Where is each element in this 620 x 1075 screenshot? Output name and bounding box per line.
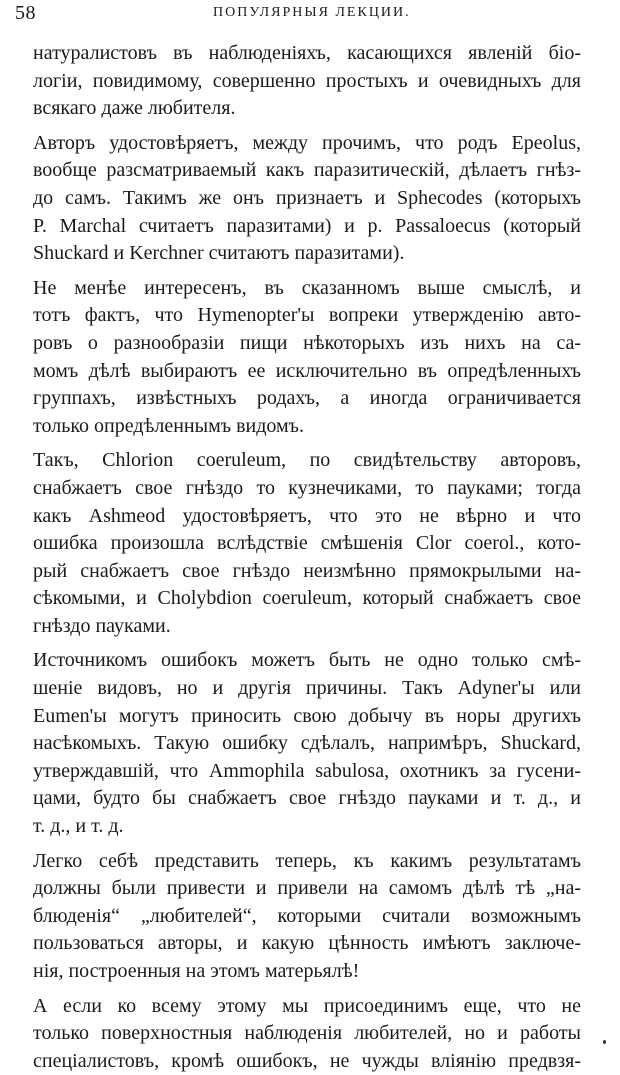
- text-line: вообще разсматриваемый какъ паразитическій, дѣлаетъ гнѣз-: [33, 159, 581, 182]
- text-line: должны были привести и привели на самомъ дѣлѣ тѣ „на-: [33, 877, 581, 900]
- text-line: снабжаетъ свое гнѣздо то кузнечиками, то пауками; тогда: [33, 476, 581, 499]
- text-line: Авторъ удостовѣряетъ, между прочимъ, что родъ Epeolus,: [33, 131, 581, 154]
- page-number: 58: [15, 2, 36, 24]
- text-line: рый снабжаетъ свое гнѣздо неизмѣнно прямокрылыми на-: [33, 559, 581, 582]
- text-line: А если ко всему этому мы присоединимъ еще, что не: [33, 994, 581, 1017]
- text-line: т. д., и т. д.: [33, 815, 124, 838]
- text-line: только поверхностныя наблюденія любителей, но и работы: [33, 1022, 581, 1045]
- text-line: группахъ, извѣстныхъ родахъ, а иногда ограничивается: [33, 387, 581, 410]
- text-line: спеціалистовъ, кромѣ ошибокъ, не чужды вліянію предвзя-: [33, 1049, 581, 1072]
- paragraph: [33, 130, 581, 268]
- paragraph: [33, 275, 581, 441]
- text-line: сѣкомыми, и Cholybdion coeruleum, который снабжаетъ свое: [33, 587, 581, 610]
- text-line: какъ Ashmeod удостовѣряетъ, что это не вѣрно и что: [33, 504, 581, 527]
- text-line: Такъ, Chlorion coeruleum, по свидѣтельству авторовъ,: [33, 449, 581, 472]
- text-line: до самъ. Такимъ же онъ признаетъ и Sphecodes (которыхъ: [33, 186, 581, 209]
- paragraph: [33, 848, 581, 986]
- text-line: Eumen'ы могутъ приносить свою добычу въ норы другихъ: [33, 704, 581, 727]
- text-line: логіи, повидимому, совершенно простыхъ и очевидныхъ для: [33, 69, 581, 92]
- text-line: утверждавшій, что Ammophila sabulosa, охотникъ за гусени-: [33, 759, 581, 782]
- text-line: только опредѣленнымъ видомъ.: [33, 414, 305, 437]
- paragraph: [33, 40, 581, 123]
- text-line: насѣкомыхъ. Такую ошибку сдѣлалъ, напримѣръ, Shuckard,: [33, 732, 581, 755]
- text-line: тотъ фактъ, что Hymenopter'ы вопреки утвержденію авто-: [33, 304, 581, 327]
- body-text: [33, 40, 581, 1075]
- text-line: P. Marchal считаетъ паразитами) и р. Passaloecus (который: [33, 214, 581, 237]
- text-line: цами, будто бы снабжаетъ свое гнѣздо пауками и т. д., и: [33, 787, 581, 810]
- text-line: момъ дѣлѣ выбираютъ ее исключительно въ опредѣленныхъ: [33, 359, 581, 382]
- paragraph: [33, 447, 581, 640]
- text-line: Не менѣе интересенъ, въ сказанномъ выше смыслѣ, и: [33, 276, 581, 299]
- text-line: всякаго даже любителя.: [33, 97, 236, 120]
- text-line: Источникомъ ошибокъ можетъ быть не одно только смѣ-: [33, 649, 581, 672]
- text-line: Легко себѣ представить теперь, къ какимъ результатамъ: [33, 849, 581, 872]
- text-line: гнѣздо пауками.: [33, 614, 171, 637]
- text-line: блюденія“ „любителей“, которыми считали возможнымъ: [33, 904, 581, 927]
- text-line: ошибка произошла вслѣдствіе смѣшенія Clor coerol., кото-: [33, 532, 581, 555]
- paragraph: [33, 993, 581, 1075]
- paragraph: [33, 647, 581, 840]
- text-line: пользоваться авторы, и какую цѣнность имѣютъ заключе-: [33, 932, 581, 955]
- page-header: [15, 2, 590, 26]
- text-line: нія, построенныя на этомъ матерьялѣ!: [33, 960, 360, 982]
- print-speck: [603, 1040, 606, 1044]
- text-line: Shuckard и Kerchner считаютъ паразитами).: [33, 242, 405, 265]
- running-head: ПОПУЛЯРНЫЯ ЛЕКЦИИ.: [213, 5, 411, 20]
- text-line: шеніе видовъ, но и другія причины. Такъ Adyner'ы или: [33, 677, 581, 700]
- text-line: натуралистовъ въ наблюденіяхъ, касающихся явленій біо-: [33, 42, 581, 64]
- text-line: ровъ о разнообразіи пищи нѣкоторыхъ изъ нихъ на са-: [33, 331, 581, 354]
